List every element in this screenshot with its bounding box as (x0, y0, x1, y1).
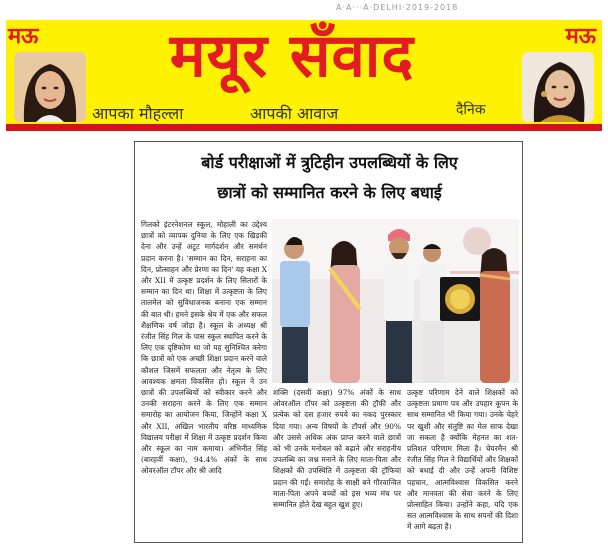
article-column-1: गिलको इंटरनेशनल स्कूल, मोहाली का उद्देश्य छात्रों को व्यापक दुनिया के लिए एक खिड़की देना और उन्हें अटूट मार्गदर्शन और समर्थन प्रदान करना है। 'सम्मान का दिन, सराहना का दिन, प्रोत्साहन और प्रेरणा का दिन' यह कक्षा X और XII में उत्कृष्ट प्रदर्शन के लिए सितारों के सम्मान का दिन था। शिक्षा में उत्कृष्टता के लिए तालमेल को सुविधाजनक बनाना एक सम्मान की बात थी। हमने इसके श्रेय में एक और सफल शैक्षणिक वर्ष जोड़ा है। स्कूल के अध्यक्ष श्री रंजीत सिंह गिल के पास स्कूल स्थापित करने के लिए एक दृष्टिकोण था जो यह सुनिश्चित करेगा कि छात्रों को एक अच्छी शिक्षा प्रदान करने वाले कौशल जिसमें सफलता और नेतृत्व के लिए आवश्यक क्षमता विकसित हो। स्कूल ने उन छात्रों की उपलब्धियों को स्वीकार करने और उनकी सराहना करने के लिए एक सम्मान समारोह का आयोजन किया, जिन्होंने कक्षा X और XII, अखिल भारतीय वरिष्ठ माध्यमिक विद्यालय परीक्षा में शिक्षा में उत्कृष्ट प्रदर्शन किया और स्कूल का नाम कमाया। अभिनीत सिंह (बारहवीं कक्षा), 94.4% अंकों के साथ ओवरऑल टॉपर और श्री आदि (141, 220, 267, 476)
news-article (134, 141, 523, 543)
article-column-2: शक्ति (दसवीं कक्षा) 97% अंकों के साथ ओवरऑल टॉपर को उत्कृष्टता की ट्रॉफी और प्रत्येक को दस हजार रुपये का नकद पुरस्कार दिया गया। अन्य विषयों के टॉपर्स और 90% और उससे अधिक अंक प्राप्त करने वाले छात्रों को भी उनके मनोबल को बढ़ाने और सराहनीय उपलब्धि का जश्न मनाने के लिए माता-पिता और शिक्षकों की उपस्थिति में उत्कृष्टता की ट्रॉफियां प्रदान की गईं। समारोह के साक्षी बने गौरवान्वित माता-पिता अपने बच्चों को इस भव्य मंच पर सम्मानित होते देख बहुत खुश हुए। (273, 388, 401, 510)
masthead-red-bar (6, 124, 602, 131)
corner-label-left: मऊ (8, 23, 39, 49)
celebrity-photo-right (522, 52, 594, 122)
celebrity-photo-left (14, 52, 86, 122)
article-column-3: उत्कृष्ट परिणाम देने वाले शिक्षकों को उत्कृष्टता प्रमाण पत्र और उपहार कूपन के साथ सम्मानित भी किया गया। उनके चेहरे पर खुशी और संतुष्टि का मेल साफ देखा जा सकता है क्योंकि मेहनत का शत-प्रतिशत परिणाम मिला है। चेयरमैन श्री रंजीत सिंह गिल ने विद्यार्थियों और शिक्षकों को बधाई दी और उन्हें अपनी विशिष्ट पहचान, आत्मविश्वास विकसित करने और मानवता की सेवा करने के लिए प्रोत्साहित किया। उन्होंने कहा, यदि एक सत आत्मविश्वास के साथ सपनों की दिशा में आगे बढ़ता है। (407, 388, 518, 532)
tagline (92, 102, 392, 124)
corner-label-right: मऊ (565, 23, 596, 49)
newspaper-title: मयूर सँवाद (169, 21, 415, 91)
frequency-label: दैनिक (456, 102, 486, 118)
award-ceremony-photo (272, 219, 519, 383)
tagline-right: आपकी आवाज (250, 104, 339, 123)
tagline-left: आपका मौहल्ला (92, 104, 184, 123)
newspaper-masthead (6, 0, 602, 131)
headline-line-1: बोर्ड परीक्षाओं में त्रुटिहीन उपलब्धियों के लिए (201, 153, 458, 172)
headline-line-2: छात्रों को सम्मानित करने के लिए बधाई (217, 183, 442, 202)
strip-text: A·A···A·DELHI·2019-2018 (336, 3, 459, 12)
